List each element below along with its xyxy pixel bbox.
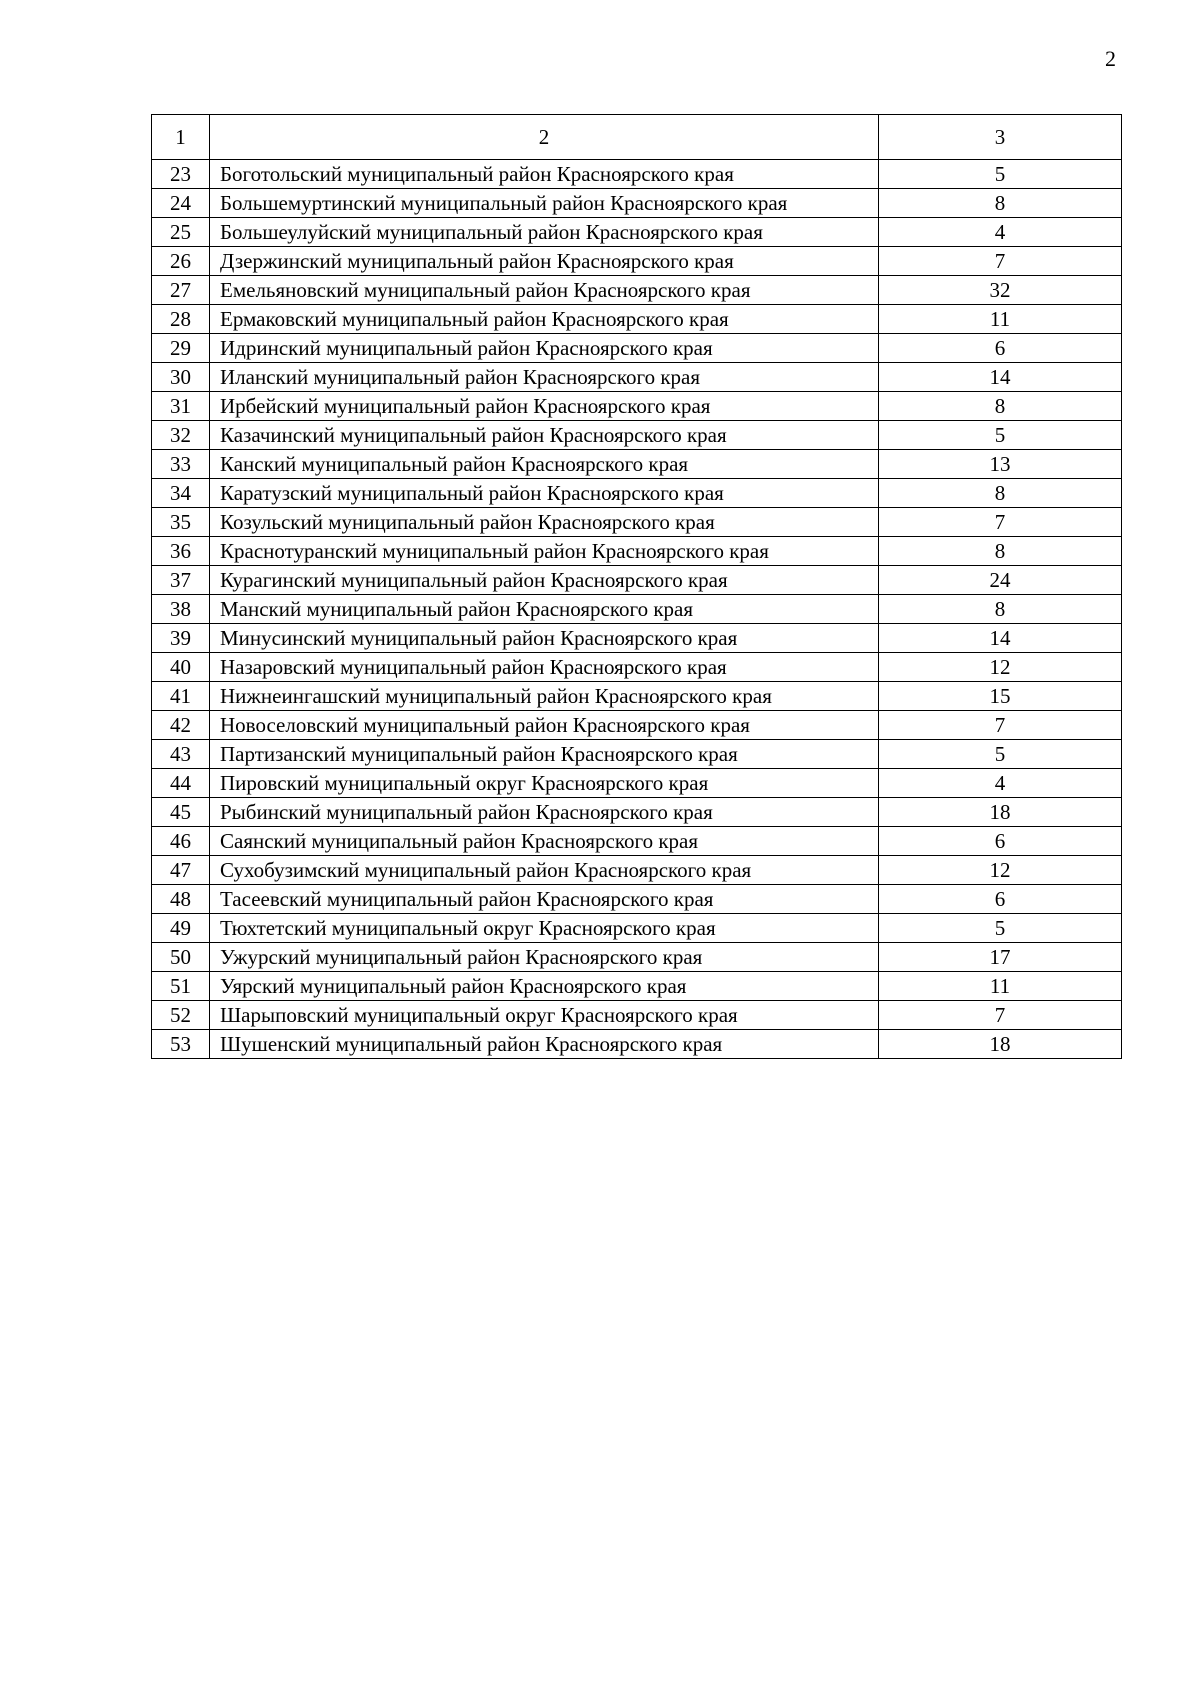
district-name-cell: Ирбейский муниципальный район Красноярского края <box>210 392 879 421</box>
district-name-cell: Ермаковский муниципальный район Красноярского края <box>210 305 879 334</box>
row-number-cell: 47 <box>152 856 210 885</box>
district-name-cell: Идринский муниципальный район Красноярского края <box>210 334 879 363</box>
district-name-cell: Назаровский муниципальный район Красноярского края <box>210 653 879 682</box>
district-name-cell: Ужурский муниципальный район Красноярского края <box>210 943 879 972</box>
header-cell-number: 1 <box>152 115 210 160</box>
district-name-cell: Пировский муниципальный округ Красноярского края <box>210 769 879 798</box>
district-name-cell: Тасеевский муниципальный район Красноярского края <box>210 885 879 914</box>
value-cell: 7 <box>879 247 1122 276</box>
table-row <box>152 334 1122 363</box>
table-row <box>152 392 1122 421</box>
table-row <box>152 972 1122 1001</box>
row-number-cell: 46 <box>152 827 210 856</box>
value-cell: 32 <box>879 276 1122 305</box>
header-cell-value: 3 <box>879 115 1122 160</box>
row-number-cell: 34 <box>152 479 210 508</box>
district-name-cell: Емельяновский муниципальный район Красноярского края <box>210 276 879 305</box>
table-row <box>152 682 1122 711</box>
row-number-cell: 52 <box>152 1001 210 1030</box>
value-cell: 8 <box>879 537 1122 566</box>
table-row <box>152 276 1122 305</box>
value-cell: 7 <box>879 1001 1122 1030</box>
row-number-cell: 38 <box>152 595 210 624</box>
district-name-cell: Сухобузимский муниципальный район Красноярского края <box>210 856 879 885</box>
district-name-cell: Тюхтетский муниципальный округ Красноярского края <box>210 914 879 943</box>
district-name-cell: Козульский муниципальный район Красноярского края <box>210 508 879 537</box>
value-cell: 12 <box>879 856 1122 885</box>
row-number-cell: 50 <box>152 943 210 972</box>
table-row <box>152 566 1122 595</box>
table-row <box>152 856 1122 885</box>
table-row <box>152 479 1122 508</box>
value-cell: 8 <box>879 479 1122 508</box>
row-number-cell: 31 <box>152 392 210 421</box>
district-name-cell: Шарыповский муниципальный округ Красноярского края <box>210 1001 879 1030</box>
district-name-cell: Канский муниципальный район Красноярского края <box>210 450 879 479</box>
row-number-cell: 33 <box>152 450 210 479</box>
table-row <box>152 160 1122 189</box>
value-cell: 18 <box>879 1030 1122 1059</box>
value-cell: 5 <box>879 914 1122 943</box>
district-name-cell: Каратузский муниципальный район Красноярского края <box>210 479 879 508</box>
value-cell: 4 <box>879 769 1122 798</box>
district-name-cell: Казачинский муниципальный район Красноярского края <box>210 421 879 450</box>
district-name-cell: Минусинский муниципальный район Красноярского края <box>210 624 879 653</box>
table-row <box>152 740 1122 769</box>
district-name-cell: Иланский муниципальный район Красноярского края <box>210 363 879 392</box>
districts-table <box>151 114 1122 1059</box>
value-cell: 7 <box>879 711 1122 740</box>
table-row <box>152 798 1122 827</box>
table-row <box>152 711 1122 740</box>
row-number-cell: 27 <box>152 276 210 305</box>
row-number-cell: 49 <box>152 914 210 943</box>
value-cell: 5 <box>879 160 1122 189</box>
district-name-cell: Большемуртинский муниципальный район Красноярского края <box>210 189 879 218</box>
header-row <box>152 115 1122 160</box>
district-name-cell: Манский муниципальный район Красноярского края <box>210 595 879 624</box>
table-row <box>152 914 1122 943</box>
row-number-cell: 37 <box>152 566 210 595</box>
table-row <box>152 827 1122 856</box>
table-row <box>152 450 1122 479</box>
table-row <box>152 218 1122 247</box>
value-cell: 5 <box>879 740 1122 769</box>
table-body <box>152 160 1122 1059</box>
district-name-cell: Краснотуранский муниципальный район Красноярского края <box>210 537 879 566</box>
row-number-cell: 44 <box>152 769 210 798</box>
row-number-cell: 51 <box>152 972 210 1001</box>
row-number-cell: 30 <box>152 363 210 392</box>
value-cell: 8 <box>879 392 1122 421</box>
table-row <box>152 305 1122 334</box>
row-number-cell: 42 <box>152 711 210 740</box>
value-cell: 14 <box>879 624 1122 653</box>
value-cell: 6 <box>879 885 1122 914</box>
table-row <box>152 421 1122 450</box>
value-cell: 11 <box>879 972 1122 1001</box>
row-number-cell: 53 <box>152 1030 210 1059</box>
district-name-cell: Шушенский муниципальный район Красноярского края <box>210 1030 879 1059</box>
value-cell: 6 <box>879 827 1122 856</box>
value-cell: 14 <box>879 363 1122 392</box>
value-cell: 7 <box>879 508 1122 537</box>
value-cell: 24 <box>879 566 1122 595</box>
district-name-cell: Рыбинский муниципальный район Красноярского края <box>210 798 879 827</box>
district-name-cell: Дзержинский муниципальный район Красноярского края <box>210 247 879 276</box>
row-number-cell: 26 <box>152 247 210 276</box>
district-name-cell: Саянский муниципальный район Красноярского края <box>210 827 879 856</box>
header-cell-name: 2 <box>210 115 879 160</box>
value-cell: 15 <box>879 682 1122 711</box>
table-row <box>152 1030 1122 1059</box>
row-number-cell: 36 <box>152 537 210 566</box>
table-row <box>152 769 1122 798</box>
district-name-cell: Новоселовский муниципальный район Красноярского края <box>210 711 879 740</box>
table-row <box>152 1001 1122 1030</box>
table-row <box>152 885 1122 914</box>
value-cell: 17 <box>879 943 1122 972</box>
value-cell: 12 <box>879 653 1122 682</box>
row-number-cell: 35 <box>152 508 210 537</box>
district-name-cell: Курагинский муниципальный район Красноярского края <box>210 566 879 595</box>
row-number-cell: 45 <box>152 798 210 827</box>
table-row <box>152 653 1122 682</box>
row-number-cell: 29 <box>152 334 210 363</box>
row-number-cell: 40 <box>152 653 210 682</box>
value-cell: 8 <box>879 595 1122 624</box>
row-number-cell: 39 <box>152 624 210 653</box>
row-number-cell: 23 <box>152 160 210 189</box>
page-number: 2 <box>1105 46 1116 71</box>
value-cell: 5 <box>879 421 1122 450</box>
value-cell: 13 <box>879 450 1122 479</box>
district-name-cell: Уярский муниципальный район Красноярского края <box>210 972 879 1001</box>
district-name-cell: Нижнеингашский муниципальный район Красноярского края <box>210 682 879 711</box>
value-cell: 6 <box>879 334 1122 363</box>
table-row <box>152 537 1122 566</box>
value-cell: 11 <box>879 305 1122 334</box>
row-number-cell: 32 <box>152 421 210 450</box>
table-row <box>152 189 1122 218</box>
value-cell: 8 <box>879 189 1122 218</box>
row-number-cell: 48 <box>152 885 210 914</box>
table-row <box>152 508 1122 537</box>
table-row <box>152 624 1122 653</box>
value-cell: 18 <box>879 798 1122 827</box>
table-row <box>152 247 1122 276</box>
row-number-cell: 24 <box>152 189 210 218</box>
table-row <box>152 363 1122 392</box>
value-cell: 4 <box>879 218 1122 247</box>
table-header <box>152 115 1122 160</box>
table-row <box>152 943 1122 972</box>
district-name-cell: Боготольский муниципальный район Красноярского края <box>210 160 879 189</box>
row-number-cell: 41 <box>152 682 210 711</box>
district-name-cell: Партизанский муниципальный район Красноярского края <box>210 740 879 769</box>
row-number-cell: 28 <box>152 305 210 334</box>
row-number-cell: 43 <box>152 740 210 769</box>
row-number-cell: 25 <box>152 218 210 247</box>
district-name-cell: Большеулуйский муниципальный район Красноярского края <box>210 218 879 247</box>
table-row <box>152 595 1122 624</box>
